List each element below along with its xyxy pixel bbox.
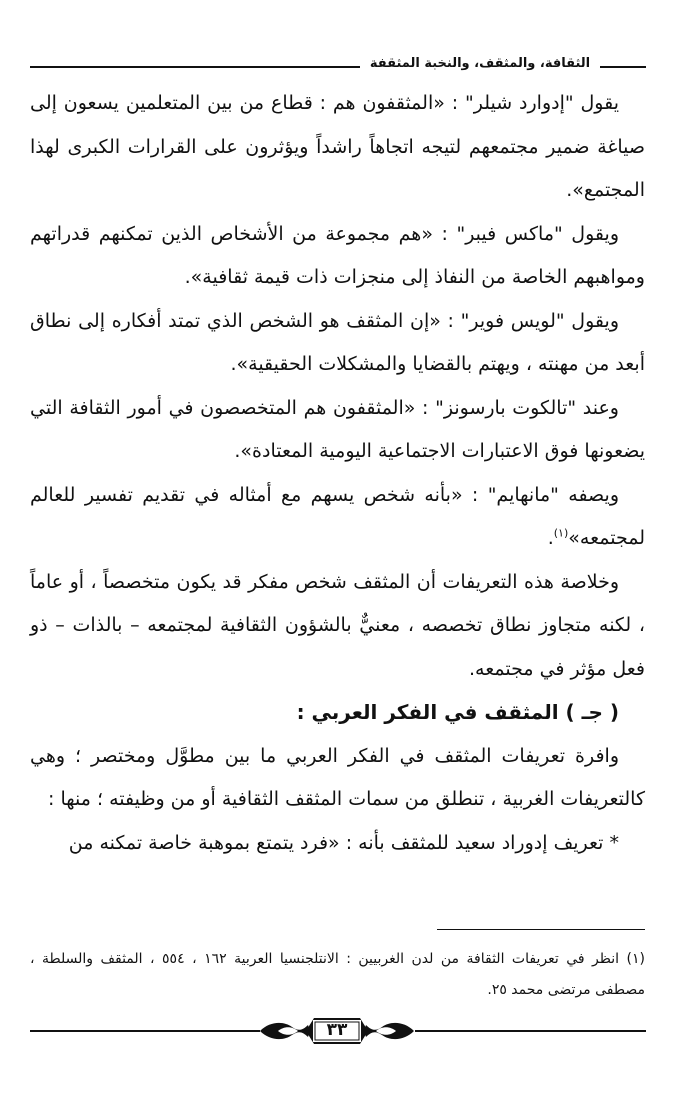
section-heading: ( جـ ) المثقف في الفكر العربي :	[296, 700, 619, 724]
footer-rule-left	[30, 1030, 260, 1032]
paragraph-mannheim-end: .	[547, 527, 554, 549]
footnote-rule	[437, 929, 645, 930]
paragraph-mannheim-text: ويصفه "مانهايم" : «بأنه شخص يسهم مع أمثاله في تقديم تفسير للعالم لمجتمعه»	[30, 483, 645, 549]
page-number: ٣٣	[326, 1020, 348, 1040]
paragraph-said: * تعريف إدوراد سعيد للمثقف بأنه : «فرد يتمتع بموهبة خاصة تمكنه من	[68, 831, 619, 854]
paragraph-parsons: وعند "تالكوت بارسونز" : «المثقفون هم المتخصصون في أمور الثقافة التي يضعونها فوق الاعتبارات الاجتماعية اليومية المعتادة».	[30, 396, 645, 462]
paragraph-weber: ويقول "ماكس فيبر" : «هم مجموعة من الأشخاص الذين تمكنهم قدراتهم ومواهبهم الخاصة من النفاذ إلى منجزات ذات قيمة ثقافية».	[30, 222, 645, 288]
paragraph-feuer: ويقول "لويس فوير" : «إن المثقف هو الشخص الذي تمتد أفكاره إلى نطاق أبعد من مهنته ، ويهتم بالقضايا والمشكلات الحقيقية».	[30, 309, 645, 375]
footnote-reference: (١)	[553, 526, 569, 540]
footer-rule-right	[415, 1030, 646, 1032]
header-rule-left	[30, 66, 360, 68]
header-rule-right	[600, 66, 646, 68]
main-text	[30, 82, 645, 865]
paragraph-shils: يقول "إدوارد شيلر" : «المثقفون هم : قطاع من بين المتعلمين يسعون إلى صياغة ضمير مجتمعهم لتيجه اتجاهاً راشداً ويؤثرون على القرارات الكبرى لهذا المجتمع».	[30, 92, 645, 201]
paragraph-mannheim	[30, 474, 645, 561]
footnote: (١) انظر في تعريفات الثقافة من لدن الغربيين : الانتلجنسيا العربية ١٦٢ ، ٥٥٤ ، المثقف والسلطة ، مصطفى مرتضى محمد ٢٥.	[30, 951, 645, 998]
paragraph-summary: وخلاصة هذه التعريفات أن المثقف شخص مفكر قد يكون متخصصاً ، أو عاماً ، لكنه متجاوز نطاق تخصصه ، معنيٌّ بالشؤون الثقافية لمجتمعه – بالذات – ذو فعل مؤثر في مجتمعه.	[30, 570, 645, 680]
running-header: الثقافة، والمثقف، والنخبة المثقفة	[369, 56, 591, 71]
paragraph-arabic-definitions: وافرة تعريفات المثقف في الفكر العربي ما بين مطوَّل ومختصر ؛ وهي كالتعريفات الغربية ، تنطلق من سمات المثقف الثقافية أو من وظيفته ؛ منها :	[30, 744, 645, 810]
